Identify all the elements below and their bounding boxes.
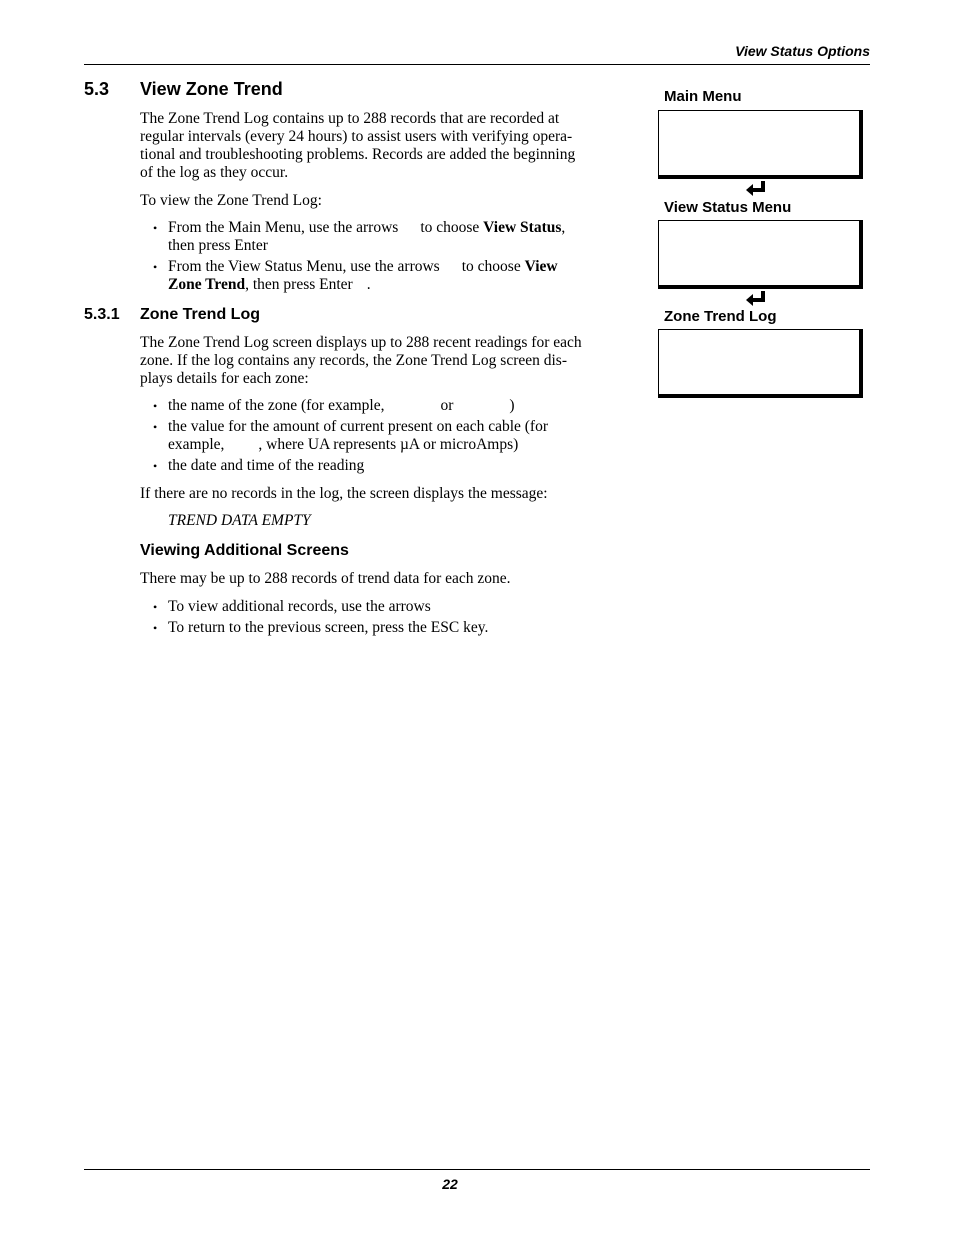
list-item: • the date and time of the reading <box>153 457 365 474</box>
enter-key-icon <box>745 290 767 308</box>
lcd-screen-zone-trend-log <box>658 329 863 398</box>
list-item: • the value for the amount of current present on each cable (for example, , where UA represents µA or microAmps) <box>153 418 549 453</box>
subsection-number: 5.3.1 <box>84 306 120 323</box>
section-number: 5.3 <box>84 79 110 99</box>
intro-line: of the log as they occur. <box>140 164 289 181</box>
list-item: • From the Main Menu, use the arrows to choose View Status, then press Enter <box>153 219 566 254</box>
steps-list <box>140 219 645 297</box>
intro-line: regular intervals (every 24 hours) to assist users with verifying opera- <box>140 128 573 145</box>
details-list <box>140 397 645 478</box>
empty-intro: If there are no records in the log, the screen displays the message: <box>140 485 548 502</box>
to-view-text: To view the Zone Trend Log: <box>140 192 322 209</box>
additional-title: Viewing Additional Screens <box>140 542 349 559</box>
lcd-screen-view-status-menu <box>658 220 863 289</box>
panel-label-zone-trend-log: Zone Trend Log <box>664 308 777 325</box>
list-item: • the name of the zone (for example, or ) <box>153 397 515 414</box>
section-title: View Zone Trend <box>140 79 283 99</box>
section-intro <box>140 110 645 182</box>
intro-line: The Zone Trend Log contains up to 288 records that are recorded at <box>140 110 560 127</box>
enter-key-icon <box>745 180 767 198</box>
panel-label-view-status-menu: View Status Menu <box>664 199 792 216</box>
header-rule <box>84 64 870 65</box>
intro-line: plays details for each zone: <box>140 370 309 387</box>
additional-intro: There may be up to 288 records of trend data for each zone. <box>140 570 511 587</box>
list-item: • To view additional records, use the arrows <box>153 598 431 615</box>
intro-line: tional and troubleshooting problems. Records are added the beginning <box>140 146 576 163</box>
lcd-screen-main-menu <box>658 110 863 179</box>
list-item: • To return to the previous screen, press the ESC key. <box>153 619 489 636</box>
intro-line: The Zone Trend Log screen displays up to 288 recent readings for each <box>140 334 582 351</box>
page-number: 22 <box>442 1176 458 1192</box>
panel-label-main-menu: Main Menu <box>664 88 742 105</box>
subsection-intro <box>140 334 645 388</box>
list-item: • From the View Status Menu, use the arrows to choose View Zone Trend, then press Enter . <box>153 258 558 293</box>
subsection-title: Zone Trend Log <box>140 306 260 323</box>
empty-message: TREND DATA EMPTY <box>168 512 311 529</box>
running-header: View Status Options <box>735 43 870 59</box>
footer-rule <box>84 1169 870 1170</box>
additional-list <box>140 598 645 640</box>
intro-line: zone. If the log contains any records, the Zone Trend Log screen dis- <box>140 352 567 369</box>
